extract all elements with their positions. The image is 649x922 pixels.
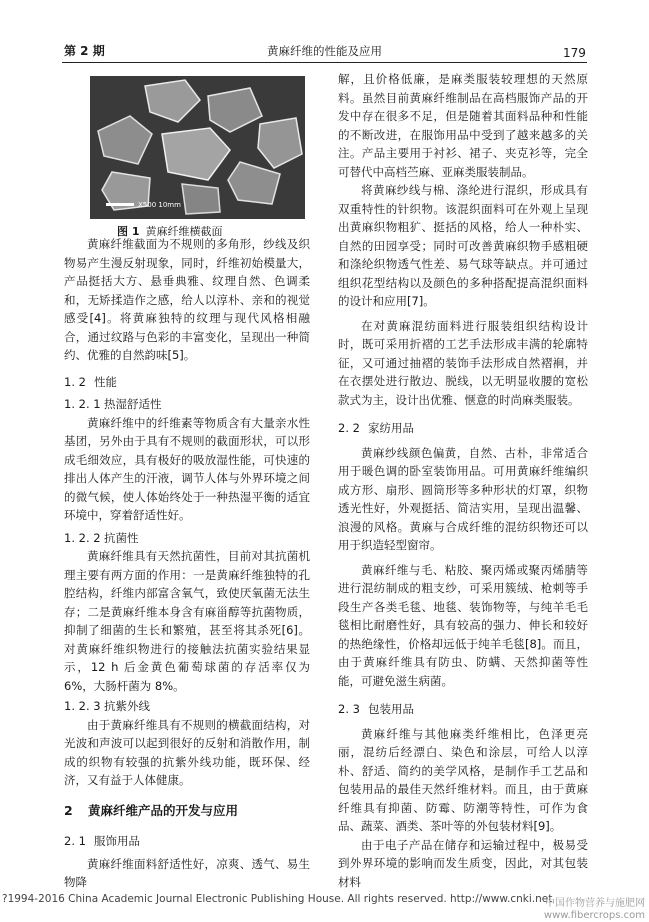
figure-caption-text: 黄麻纤维横截面 xyxy=(145,225,223,238)
left-column xyxy=(64,235,310,892)
intro-paragraph: 黄麻纤维截面为不规则的多角形，纱线及织物易产生漫反射现象，同时，纤维初始模量大，产品挺括大方、悬垂典雅、纹理自然、色调柔和，无矫揉造作之感，给人以淳朴、亲和的视觉感受[4]。将黄麻独特的纹理与现代风格相融合，通过纹路与色彩的丰富变化，呈现出一种简约、优雅的自然韵味[5]。 xyxy=(64,237,310,362)
running-title: 黄麻纤维的性能及应用 xyxy=(267,44,382,58)
section-1-2-2-heading: 1. 2. 2 抗菌性 xyxy=(64,530,139,545)
home-textile-paragraph: 黄麻纱线颜色偏黄，自然、古朴，非常适合用于暖色调的卧室装饰用品。可用黄麻纤维编织成方形、扇形、圆筒形等多种形状的灯罩，织物透光性好，外观挺括、简洁实用，呈现出温馨、浪漫的风格。黄麻与合成纤维的混纺织物还可以用于织造轻型窗帘。 xyxy=(338,445,588,552)
section-2-1-text: 黄麻纤维面料舒适性好，凉爽、透气、易生物降 xyxy=(64,856,310,889)
electronics-packaging-paragraph: 由于电子产品在储存和运输过程中，极易受到外界环境的影响而发生质变，因此，对其包装材料 xyxy=(338,837,588,889)
section-1-2-1-heading: 1. 2. 1 热湿舒适性 xyxy=(64,397,162,411)
section-1-2-2-text: 黄麻纤维具有天然抗菌性，目前对其抗菌机理主要有两方面的作用：一是黄麻纤维独特的孔腔结构，纤维内部富含氧气，致使厌氧菌无法生存；二是黄麻纤维本身含有麻甾醇等抗菌物质，抑制了细菌的生长和繁殖，甚至将其杀死[6]。对黄麻纤维织物进行的接触法抗菌实验结果显示，12 h 后金黄色葡萄球菌的存活率仅为 6%，大肠杆菌为 8%。 xyxy=(64,549,310,693)
garment-design-paragraph: 在对黄麻混纺面料进行服装组织结构设计时，既可采用折褶的工艺手法形成丰满的轮廓特征，又可通过抽褶的装饰手法形成自然褶裥，并在衣摆处进行散边、脱线，以无明显收腰的宽松款式为主，设计出优雅、惬意的时尚麻类服装。 xyxy=(338,318,588,407)
header-rule xyxy=(62,62,587,63)
section-2-2-heading: 2. 2 家纺用品 xyxy=(338,421,414,435)
section-1-2-heading: 1. 2 性能 xyxy=(64,374,117,389)
carpet-paragraph: 黄麻纤维与毛、粘胶、聚丙烯或聚丙烯腈等进行混纺制成的粗支纱，可采用簇绒、枪刺等手段生产各类毛毯、地毯、装饰物等，与纯羊毛毛毯相比耐磨性好，具有较高的强力、伸长和较好的热绝缘性，价格却远低于纯羊毛毯[8]。而且，由于黄麻纤维具有防虫、防螨、天然抑菌等性能，可避免滋生病菌。 xyxy=(338,562,588,688)
scale-bar-label: X500 10mm xyxy=(138,201,181,209)
section-1-2-3-text: 由于黄麻纤维具有不规则的横截面结构，对光波和声波可以起到很好的反射和消散作用，制成的织物有较强的抗紫外线功能，既环保、经济，又有益于人体健康。 xyxy=(64,717,310,787)
right-column xyxy=(338,70,588,891)
section-1-2-3-heading: 1. 2. 3 抗紫外线 xyxy=(64,699,150,713)
packaging-paragraph: 黄麻纤维与其他麻类纤维相比，色泽更亮丽，混纺后经漂白、染色和涂层，可给人以淳朴、舒适、简约的美学风格，是制作手工艺品和包装用品的最佳天然纤维材料。而且，由于黄麻纤维具有抑菌、防霉、防潮等特性，可作为食品、蔬菜、酒类、茶叶等的外包装材料[9]。 xyxy=(338,726,588,833)
section-2-3-heading: 2. 3 包装用品 xyxy=(338,702,414,716)
clothing-paragraph-continued: 解，且价格低廉，是麻类服装较理想的天然原料。虽然目前黄麻纤维制品在高档服饰产品的开发中存在很多不足，但是随着其面料品种和性能的不断改进，在服饰用品中受到了越来越多的关注。产品主要用于衬衫、裙子、夹克衫等，完全可替代中高档苎麻、亚麻类服装制品。 xyxy=(338,72,588,179)
site-watermark: 中国作物营养与施肥网 www.fibercrops.com xyxy=(543,898,645,921)
page-number: 179 xyxy=(563,46,586,60)
copyright-footer: ?1994-2016 China Academic Journal Electronic Publishing House. All rights reserved. http://www.cnki.net xyxy=(2,893,553,905)
section-1-2-1-text: 黄麻纤维中的纤维素等物质含有大量亲水性基团，另外由于具有不规则的截面形状，可以形成毛细效应，具有极好的吸放湿性能，可快速的排出人体产生的汗液，调节人体与外界环境之间的微气候，使人体始终处于一种热湿平衡的适宜环境中，穿着舒适性好。 xyxy=(64,415,310,522)
figure-label: 图 1 xyxy=(117,225,140,238)
page-header xyxy=(0,0,649,60)
section-2-1-heading: 2. 1 服饰用品 xyxy=(64,834,140,848)
section-2-heading: 2 黄麻纤维产品的开发与应用 xyxy=(64,802,239,818)
fiber-cross-section-image xyxy=(90,76,305,219)
sem-micrograph xyxy=(90,76,305,219)
blended-knit-paragraph: 将黄麻纱线与棉、涤纶进行混织，形成具有双重特性的针织物。该混织面料可在外观上呈现出黄麻织物粗犷、挺括的风格，给人一种朴实、自然的田园享受；同时可改善黄麻织物手感粗硬和涤纶织物透气性差、易气球等缺点。并可通过组织花型结构以及颜色的多种搭配提高混织面料的设计和应用[7]。 xyxy=(338,183,588,308)
issue-number: 第 2 期 xyxy=(64,44,105,58)
